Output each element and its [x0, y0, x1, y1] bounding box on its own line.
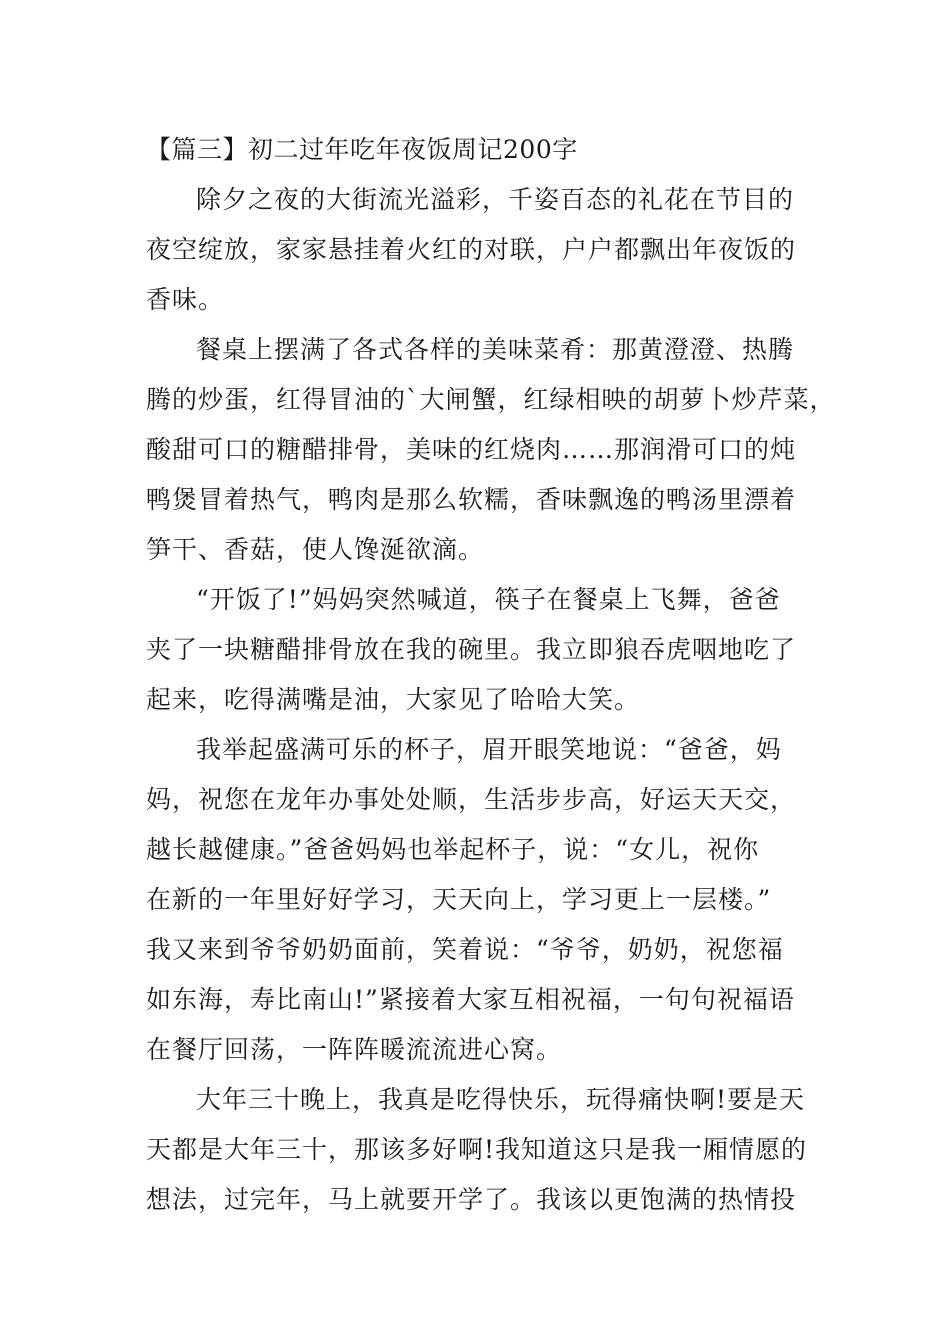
paragraph-line: 笋干、香菇，使人馋涎欲滴。	[146, 535, 485, 564]
paragraph-line: 在新的一年里好好学习，天天向上，学习更上一层楼。”	[146, 885, 772, 914]
paragraph-line: 腾的炒蛋，红得冒油的`大闸蟹，红绿相映的胡萝卜炒芹菜，	[146, 385, 836, 414]
paragraph-line: 鸭煲冒着热气，鸭肉是那么软糯，香味飘逸的鸭汤里漂着	[146, 485, 797, 514]
paragraph-line: 想法，过完年，马上就要开学了。我该以更饱满的热情投	[146, 1185, 797, 1214]
paragraph-line: 在餐厅回荡，一阵阵暖流流进心窝。	[146, 1035, 563, 1064]
paragraph-line: 夹了一块糖醋排骨放在我的碗里。我立即狼吞虎咽地吃了	[146, 635, 797, 664]
paragraph-line: 酸甜可口的糖醋排骨，美味的红烧肉……那润滑可口的炖	[146, 435, 797, 464]
paragraph-line: 大年三十晚上，我真是吃得快乐，玩得痛快啊!要是天	[196, 1085, 806, 1114]
paragraph-line: 妈，祝您在龙年办事处处顺，生活步步高，好运天天交，	[146, 785, 797, 814]
paragraph-line: 夜空绽放，家家悬挂着火红的对联，户户都飘出年夜饭的	[146, 235, 797, 264]
paragraph-line: 我又来到爷爷奶奶面前，笑着说：“爷爷，奶奶，祝您福	[146, 935, 784, 964]
document-title: 【篇三】初二过年吃年夜饭周记200字	[146, 135, 578, 164]
paragraph-line: 餐桌上摆满了各式各样的美味菜肴：那黄澄澄、热腾	[196, 335, 795, 364]
paragraph-line: 我举起盛满可乐的杯子，眉开眼笑地说：“爸爸，妈	[196, 735, 782, 764]
paragraph-line: 香味。	[146, 285, 225, 314]
paragraph-line: 天都是大年三十，那该多好啊!我知道这只是我一厢情愿的	[146, 1135, 808, 1164]
paragraph-line: 越长越健康。”爸爸妈妈也举起杯子，说：“女儿，祝你	[146, 835, 760, 864]
paragraph-line: 如东海，寿比南山!”紧接着大家互相祝福，一句句祝福语	[146, 985, 795, 1014]
paragraph-line: 除夕之夜的大街流光溢彩，千姿百态的礼花在节目的	[196, 185, 795, 214]
paragraph-line: 起来，吃得满嘴是油，大家见了哈哈大笑。	[146, 685, 641, 714]
paragraph-line: “开饭了!”妈妈突然喊道，筷子在餐桌上飞舞，爸爸	[196, 585, 781, 614]
